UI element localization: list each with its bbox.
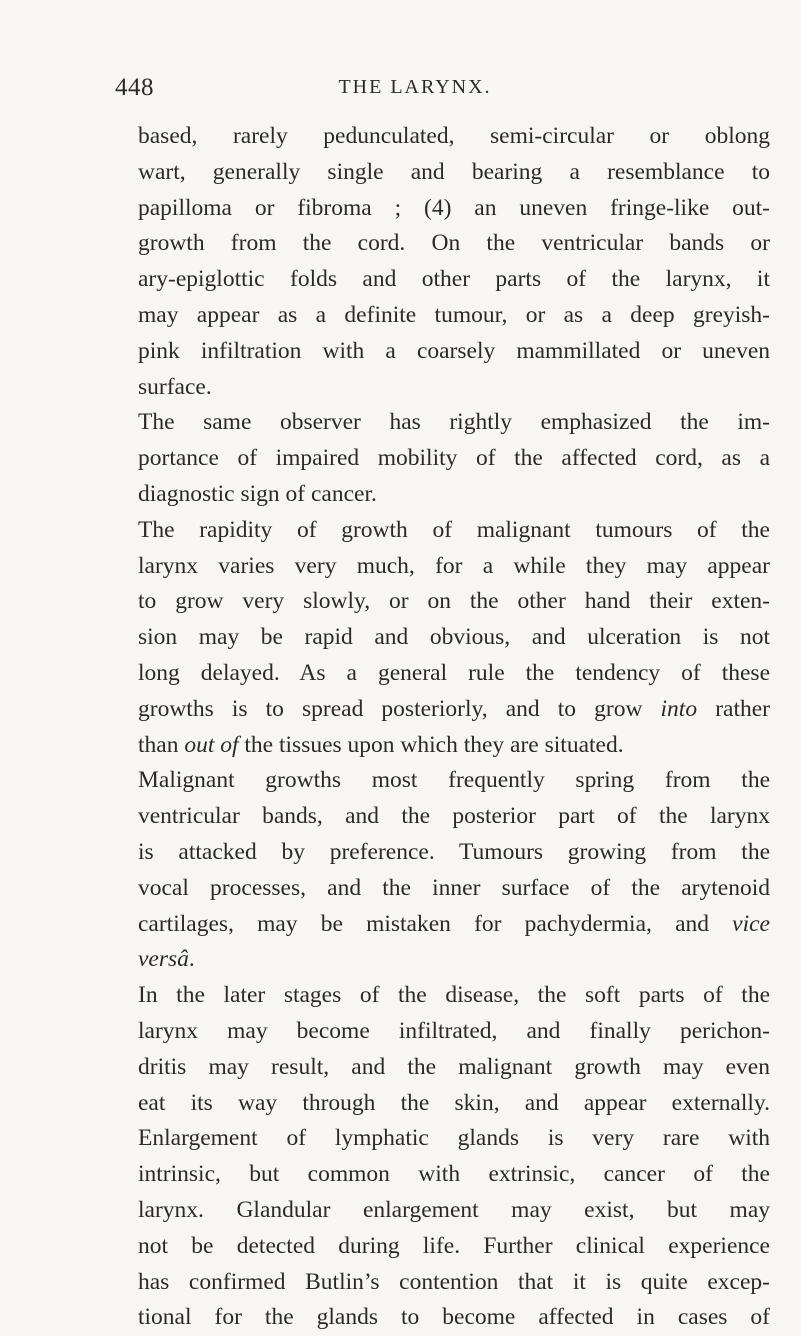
text-line: based, rarely pedunculated, semi-circular or oblong: [138, 123, 770, 149]
italic-text: into: [660, 695, 698, 722]
text-line: papilloma or fibroma ; (4) an uneven fringe-like out-: [138, 194, 770, 221]
text-line: [138, 692, 770, 728]
text-line: In the later stages of the disease, the soft parts of the: [138, 982, 770, 1009]
text-line: larynx varies very much, for a while they may appear: [138, 552, 770, 579]
page-number: 448: [115, 74, 154, 101]
text-line: ventricular bands, and the posterior part of the larynx: [138, 803, 770, 830]
text-line: The same observer has rightly emphasized the im-: [138, 409, 770, 436]
text-line: surface.: [138, 373, 212, 400]
text-line: Malignant growths most frequently spring from the: [138, 767, 770, 794]
text-run: than: [138, 731, 185, 758]
running-title: THE LARYNX.: [338, 76, 492, 98]
text-line: vocal processes, and the inner surface of the arytenoid: [138, 874, 770, 901]
italic-text: out of: [184, 731, 239, 758]
italic-text: vice: [732, 910, 770, 937]
text-line: portance of impaired mobility of the affected cord, as a: [138, 445, 770, 472]
text-line: diagnostic sign of cancer.: [138, 480, 377, 507]
text-line: Enlargement of lymphatic glands is very rare with: [138, 1125, 770, 1152]
text-line: to grow very slowly, or on the other hand their exten-: [138, 588, 770, 615]
text-line: larynx. Glandular enlargement may exist, but may: [138, 1196, 770, 1223]
text-line: long delayed. As a general rule the tendency of these: [138, 659, 770, 686]
text-line: may appear as a definite tumour, or as a deep greyish-: [138, 301, 770, 328]
text-line: pink infiltration with a coarsely mammillated or uneven: [138, 337, 770, 364]
text-run: rather: [697, 695, 770, 722]
text-run: cartilages, may be mistaken for pachydermia, and: [138, 910, 733, 937]
body-text: [138, 119, 770, 1336]
text-line: wart, generally single and bearing a resemblance to: [138, 158, 770, 185]
text-line: not be detected during life. Further clinical experience: [138, 1232, 770, 1259]
text-line: sion may be rapid and obvious, and ulceration is not: [138, 624, 770, 651]
text-line: [138, 942, 770, 978]
text-line: has confirmed Butlin’s contention that it is quite excep-: [138, 1268, 770, 1295]
text-line: is attacked by preference. Tumours growing from the: [138, 838, 770, 865]
text-line: eat its way through the skin, and appear externally.: [138, 1089, 770, 1116]
text-line: [138, 728, 770, 764]
text-line: The rapidity of growth of malignant tumours of the: [138, 516, 770, 543]
running-head: [115, 74, 675, 104]
text-line: growth from the cord. On the ventricular bands or: [138, 230, 770, 257]
italic-text: versâ: [138, 946, 189, 973]
text-line: tional for the glands to become affected in cases of: [138, 1304, 770, 1331]
text-line: intrinsic, but common with extrinsic, cancer of the: [138, 1161, 770, 1188]
text-line: larynx may become infiltrated, and finally perichon-: [138, 1017, 770, 1044]
text-run: growths is to spread posteriorly, and to grow: [138, 695, 661, 722]
text-line: ary-epiglottic folds and other parts of the larynx, it: [138, 266, 770, 293]
text-line: [138, 907, 770, 943]
text-line: dritis may result, and the malignant growth may even: [138, 1053, 770, 1080]
text-run: .: [188, 946, 195, 973]
text-run: the tissues upon which they are situated.: [238, 731, 624, 758]
